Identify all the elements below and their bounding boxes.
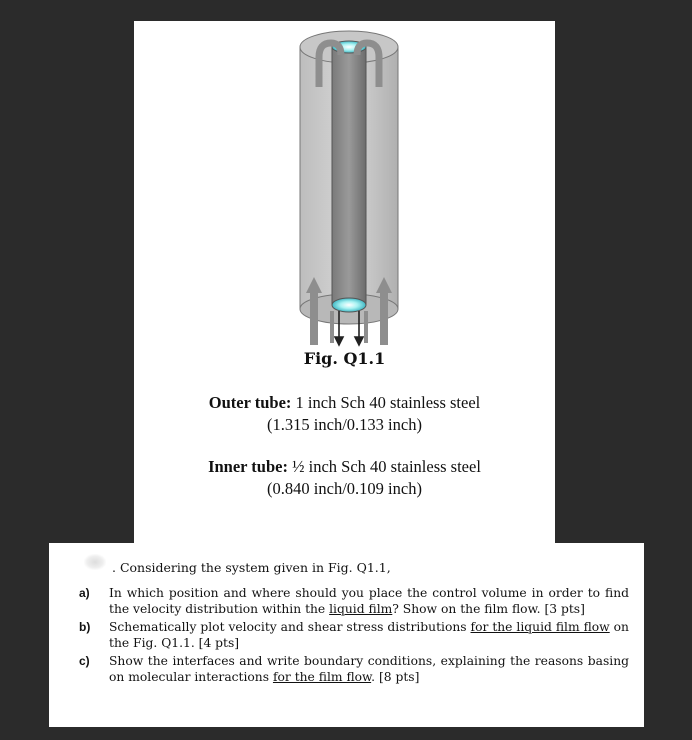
item-text-end: ? Show on the film flow. [3 pts] [392, 602, 585, 616]
outer-tube-dims: (1.315 inch/0.133 inch) [267, 415, 422, 434]
question-item-a [79, 585, 629, 617]
question-panel [49, 543, 644, 727]
item-text: Show the interfaces and write boundary conditions, explaining the reasons basing on molecular interactions [109, 654, 629, 684]
item-underlined: liquid film [329, 602, 393, 616]
item-label: c) [79, 654, 90, 668]
item-text: Schematically plot velocity and shear stress distributions [109, 620, 471, 634]
item-text: In which position and where should you place the control volume in order to find the velocity distribution within the [109, 586, 629, 616]
redacted-number-blot [84, 554, 106, 570]
question-item-b [79, 619, 629, 651]
figure-caption: Fig. Q1.1 [303, 349, 386, 368]
question-intro-text: . Considering the system given in Fig. Q1.1, [112, 560, 391, 575]
item-label: a) [79, 586, 90, 600]
figure-panel [134, 21, 555, 543]
item-text-end: . [8 pts] [371, 670, 420, 684]
outer-tube-label: Outer tube: [208, 393, 292, 412]
tube-diagram [294, 29, 404, 349]
inner-tube-spec-text: ½ inch Sch 40 stainless steel [292, 457, 481, 476]
outer-tube-spec [134, 392, 555, 436]
inner-tube-label: Inner tube: [208, 457, 288, 476]
item-underlined: for the film flow [272, 670, 372, 684]
question-item-c [79, 653, 629, 685]
item-label: b) [79, 620, 91, 634]
outer-tube-spec-text: 1 inch Sch 40 stainless steel [295, 393, 481, 412]
item-text-end: on the Fig. Q1.1. [4 pts] [109, 620, 629, 650]
inner-tube [332, 41, 366, 312]
inner-tube-dims: (0.840 inch/0.109 inch) [267, 479, 422, 498]
inner-tube-spec [134, 456, 555, 500]
item-underlined: for the liquid film flow [470, 620, 610, 634]
question-intro [112, 560, 391, 575]
